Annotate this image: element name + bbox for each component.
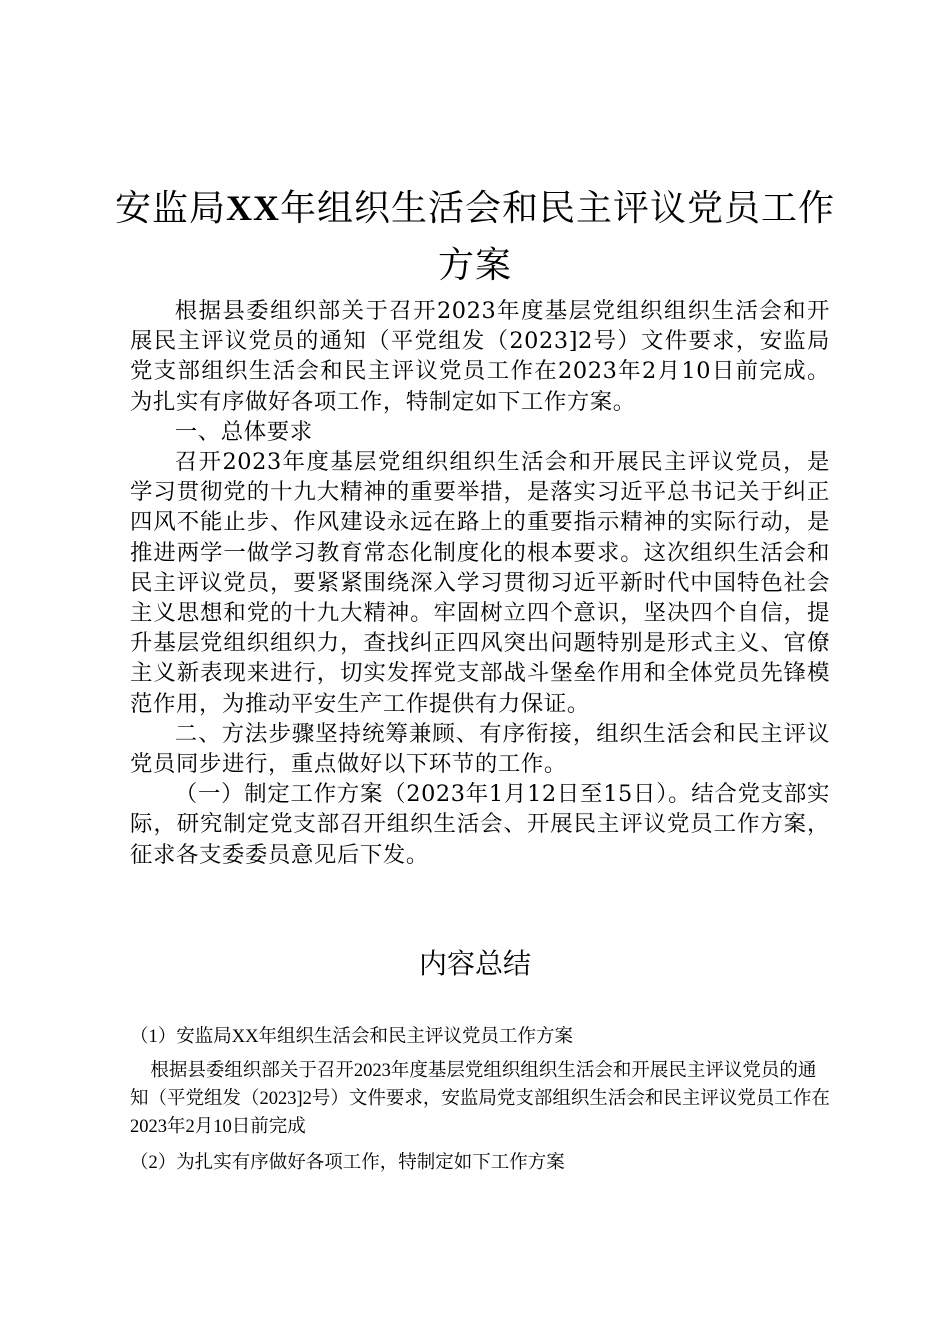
section-heading-methods-steps: 二、方法步骤坚持统筹兼顾、有序衔接，组织生活会和民主评议党员同步进行，重点做好以下环节的工作。 bbox=[130, 720, 830, 778]
summary-heading: 内容总结 bbox=[418, 947, 531, 980]
summary-item-2: （2）为扎实有序做好各项工作，特制定如下工作方案 bbox=[130, 1153, 565, 1173]
summary-item-1-detail: 根据县委组织部关于召开2023年度基层党组织组织生活会和开展民主评议党员的通知（平党组发（2023]2号）文件要求，安监局党支部组织生活会和民主评议党员工作在2023年2月10日前完成 bbox=[130, 1061, 830, 1137]
summary-item-1: （1）安监局XX年组织生活会和民主评议党员工作方案 bbox=[130, 1027, 573, 1047]
body-paragraph-requirements: 召开2023年度基层党组织组织生活会和开展民主评议党员，是学习贯彻党的十九大精神的重要举措，是落实习近平总书记关于纠正四风不能止步、作风建设永远在路上的重要指示精神的实际行动，是推进两学一做学习教育常态化制度化的根本要求。这次组织生活会和民主评议党员，要紧紧围绕深入学习贯彻习近平新时代中国特色社会主义思想和党的十九大精神。牢固树立四个意识，坚决四个自信，提升基层党组织组织力，查找纠正四风突出问题特别是形式主义、官僚主义新表现来进行，切实发挥党支部战斗堡垒作用和全体党员先锋模范作用，为推动平安生产工作提供有力保证。 bbox=[130, 449, 830, 717]
document-title-line-2: 方案 bbox=[437, 245, 512, 286]
title-suffix: 年组织生活会和民主评议党员工作 bbox=[280, 188, 836, 229]
body-paragraph-intro: 根据县委组织部关于召开2023年度基层党组织组织生活会和开展民主评议党员的通知（平党组发（2023]2号）文件要求，安监局党支部组织生活会和民主评议党员工作在2023年2月10日前完成。为扎实有序做好各项工作，特制定如下工作方案。 bbox=[130, 298, 830, 415]
document-body bbox=[130, 296, 830, 870]
section-heading-general-requirements: 一、总体要求 bbox=[174, 418, 313, 445]
document-title-line-1 bbox=[100, 178, 850, 239]
title-prefix: 安监局 bbox=[114, 188, 226, 229]
title-bold-placeholder: XX bbox=[226, 188, 280, 228]
body-paragraph-step-one: （一）制定工作方案（2023年1月12日至15日）。结合党支部实际，研究制定党支部召开组织生活会、开展民主评议党员工作方案，征求各支委委员意见后下发。 bbox=[130, 781, 830, 868]
